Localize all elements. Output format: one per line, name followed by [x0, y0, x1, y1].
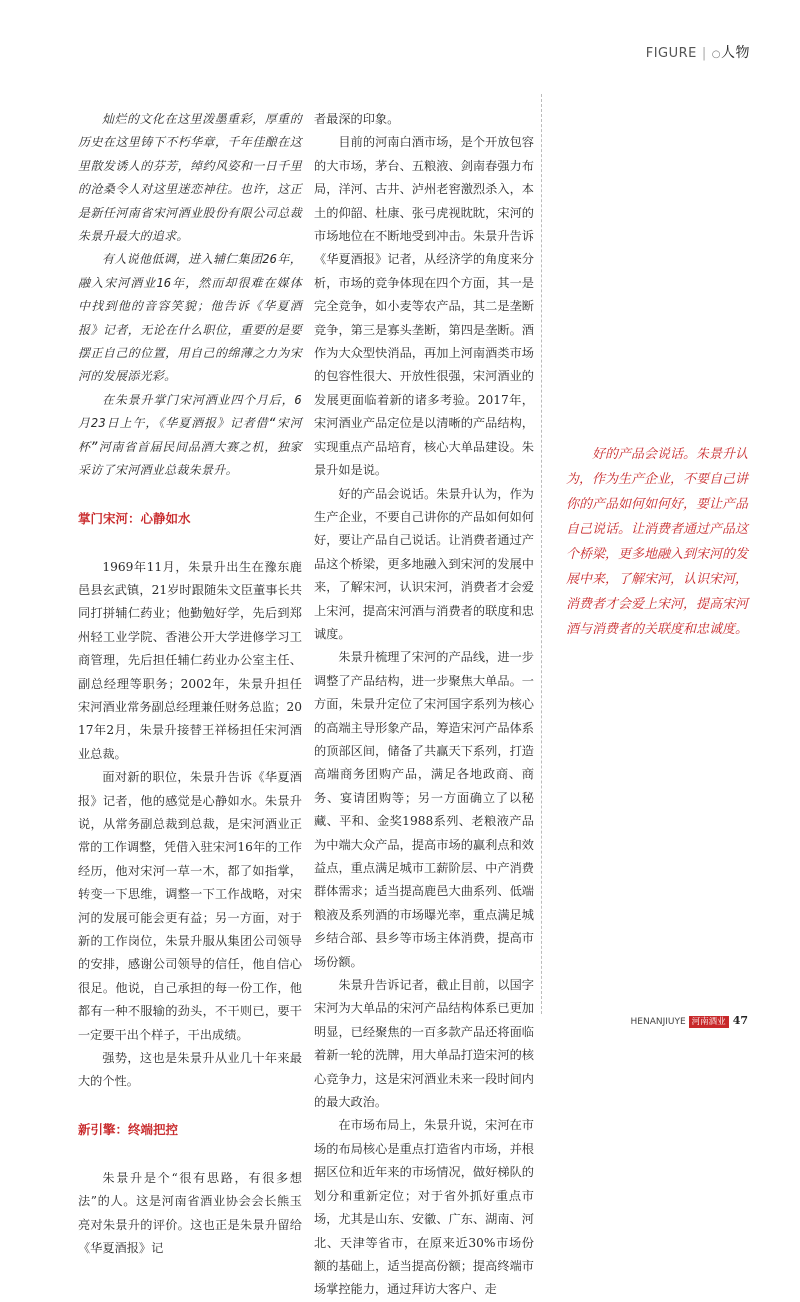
- article-column-middle: [314, 108, 534, 1302]
- pull-quote: 好的产品会说话。朱景升认为，作为生产企业，不要自己讲你的产品如何如何好，要让产品自己说话。让消费者通过产品这个桥梁，更多地融入到宋河的发展中来，了解宋河，认识宋河，消费者才会爱上宋河，提高宋河酒与消费者的关联度和忠诚度。: [566, 447, 749, 637]
- page-number: 47: [732, 1014, 748, 1027]
- body-paragraph: 1969年11月，朱景升出生在豫东鹿邑县玄武镇，21岁时跟随朱文臣董事长共同打拼辅仁药业；他勤勉好学，先后到郑州轻工业学院、香港公开大学进修学习工商管理，先后担任辅仁药业办公室主任、副总经理等职务；2002年，朱景升担任宋河酒业常务副总经理兼任财务总监；2017年2月，朱景升接替王祥杨担任宋河酒业总裁。: [78, 559, 302, 761]
- page-footer: [631, 1014, 748, 1027]
- footer-brand: HENANJIUYE: [630, 1017, 686, 1027]
- body-paragraph: 强势，这也是朱景升从业几十年来最大的个性。: [78, 1051, 302, 1089]
- section-heading-2: 新引擎：终端把控: [78, 1121, 179, 1137]
- article-column-left: [78, 108, 302, 1260]
- body-paragraph: 目前的河南白酒市场，是个开放包容的大市场，茅台、五粮液、剑南春强力布局，洋河、古井、泸州老窖激烈杀入，本土的仰韶、杜康、张弓虎视眈眈，宋河的市场地位在不断地受到冲击。朱景升告诉《华夏酒报》记者，从经济学的角度来分析，市场的竞争体现在四个方面，其一是完全竞争，如小麦等农产品，其二是垄断竞争，第三是寡头垄断，第四是垄断。酒作为大众型快消品，再加上河南酒类市场的包容性很大、开放性很强，宋河酒业的发展更面临着新的诸多考验。2017年，宋河酒业产品定位是以清晰的产品结构，实现重点产品培育，核心大单品建设。朱景升如是说。: [314, 135, 534, 478]
- page-header: [646, 42, 750, 62]
- header-label: FIGURE: [645, 46, 697, 61]
- intro-paragraph: 灿烂的文化在这里泼墨重彩，厚重的历史在这里铸下不朽华章，千年佳酿在这里散发诱人的芬芳，绰约风姿和一日千里的沧桑令人对这里迷恋神往。也许，这正是新任河南省宋河酒业股份有限公司总裁朱景升最大的追求。: [78, 112, 302, 244]
- column-divider: [541, 94, 542, 1014]
- circle-icon: ○: [711, 49, 721, 60]
- intro-paragraph: 有人说他低调，进入辅仁集团26年，融入宋河酒业16年，然而却很难在媒体中找到他的音容笑貌；他告诉《华夏酒报》记者，无论在什么职位，重要的是要摆正自己的位置，用自己的绵薄之力为宋河的发展添光彩。: [78, 252, 302, 384]
- section-heading-1: 掌门宋河：心静如水: [78, 510, 191, 526]
- body-paragraph: 在市场布局上，朱景升说，宋河在市场的布局核心是重点打造省内市场，并根据区位和近年来的市场情况，做好梯队的划分和重新定位；对于省外抓好重点市场，尤其是山东、安徽、广东、湖南、河北、天津等省市，在原来近30%市场份额的基础上，适当提高份额；提高终端市场掌控能力，通过拜访大客户、走: [314, 1118, 534, 1297]
- body-paragraph: 朱景升梳理了宋河的产品线，进一步调整了产品结构，进一步聚焦大单品。一方面，朱景升定位了宋河国字系列为核心的高端主导形象产品，筹造宋河产品体系的顶部区间，储备了共赢天下系列，打造高端商务团购产品，满足各地政商、商务、宴请团购等；另一方面确立了以秘藏、平和、金奖1988系列、老粮液产品为中端大众产品，提高市场的赢利点和效益点，重点满足城市工薪阶层、中产消费群体需求；适当提高鹿邑大曲系列、低端粮液及系列酒的市场曝光率，重点满足城乡结合部、县乡等市场主体消费，提高市场份额。: [314, 650, 534, 969]
- continuation-text: 者最深的印象。: [314, 112, 400, 126]
- body-paragraph: 朱景升告诉记者，截止目前，以国字宋河为大单品的宋河产品结构体系已更加明显，已经聚焦的一百多款产品还将面临着新一轮的洗牌，用大单品打造宋河的核心竞争力，这是宋河酒业未来一段时间内的最大政治。: [314, 978, 534, 1110]
- body-paragraph: 朱景升是个“很有思路，有很多想法”的人。这是河南省酒业协会会长熊玉亮对朱景升的评价。这也正是朱景升留给《华夏酒报》记: [78, 1170, 302, 1256]
- footer-magazine: 河南酒业: [689, 1016, 729, 1028]
- intro-paragraph: 在朱景升掌门宋河酒业四个月后，6月23日上午，《华夏酒报》记者借“宋河杯”河南省首届民间品酒大赛之机，独家采访了宋河酒业总裁朱景升。: [78, 392, 302, 478]
- body-paragraph: 好的产品会说话。朱景升认为，作为生产企业，不要自己讲你的产品如何如何好，要让产品自己说话。让消费者通过产品这个桥梁，更多地融入到宋河的发展中来，了解宋河，认识宋河，消费者才会爱上宋河，提高宋河酒与消费者的联度和忠诚度。: [314, 486, 534, 641]
- header-section: 人物: [721, 45, 750, 61]
- body-paragraph: 面对新的职位，朱景升告诉《华夏酒报》记者，他的感觉是心静如水。朱景升说，从常务副总裁到总裁，是宋河酒业正常的工作调整，凭借入驻宋河16年的工作经历，他对宋河一草一木，都了如指掌，转变一下思维，调整一下工作战略，对宋河的发展可能会更有益；另一方面，对于新的工作岗位，朱景升服从集团公司领导的安排，感谢公司领导的信任，他自信心很足。他说，自己承担的每一份工作，他都有一种不服输的劲头，不干则已，要干一定要干出个样子，干出成绩。: [78, 770, 302, 1042]
- header-separator: |: [701, 46, 707, 61]
